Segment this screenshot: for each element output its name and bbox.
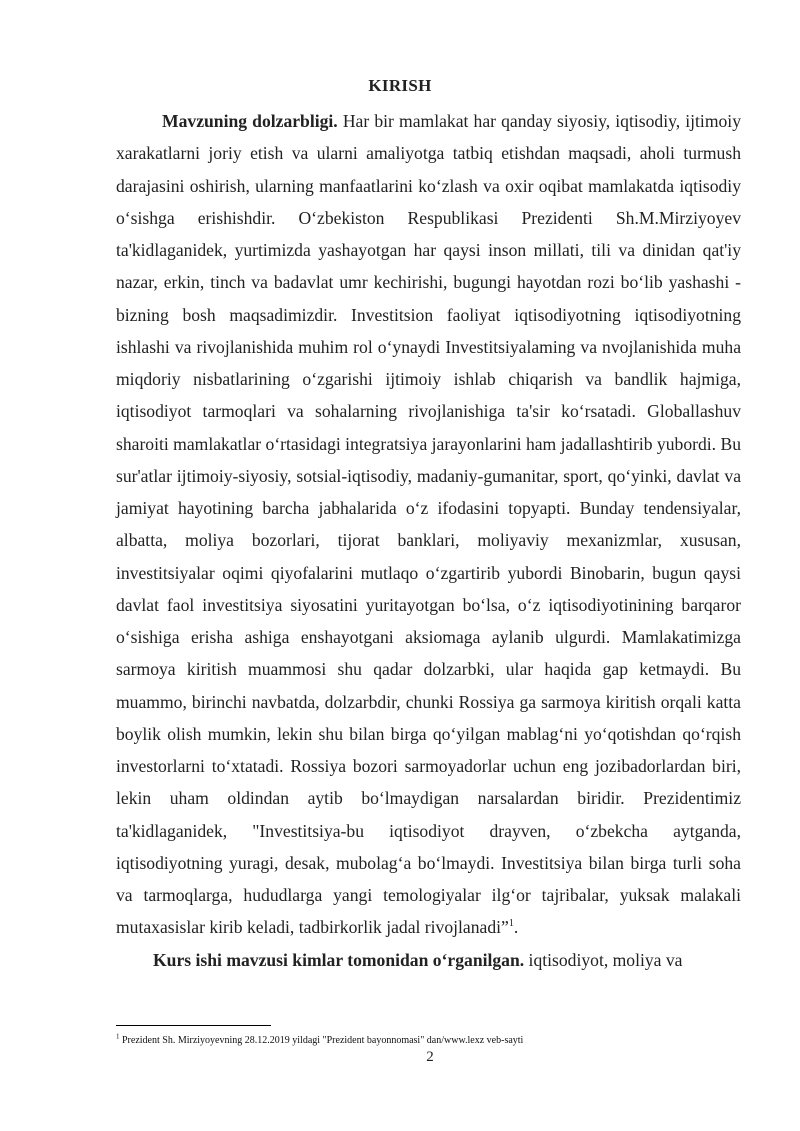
footnote-reference[interactable]: 1 [508, 918, 514, 930]
footnote [116, 1032, 756, 1047]
paragraph-relevance [116, 105, 741, 944]
paragraph-text-study: iqtisodiyot, moliya va [524, 949, 683, 970]
paragraph-study [116, 944, 741, 976]
paragraph-end-punctuation: . [513, 917, 519, 938]
footnote-text: Prezident Sh. Mirziyoyevning 28.12.2019 yildagi "Prezident bayonnomasi" dan/www.lexz veb-sayti [119, 1035, 524, 1046]
paragraph-text-relevance: Har bir mamlakat har qanday siyosiy, iqtisodiy, ijtimoiy xarakatlarni joriy etish va ularni amaliyotga tatbiq etishdan maqsadi, aholi turmush darajasini oshirish, ularning manfaatlarini ko‘zlash va oxir oqibat mamlakatda iqtisodiy o‘sishga erishishdir. O‘zbekiston Respublikasi Prezidenti Sh.M.Mirziyoyev ta'kidlaganidek, yurtimizda yashayotgan har qaysi inson millati, tili va dinidan qat'iy nazar, erkin, tinch va badavlat umr kechirishi, bugungi hayotdan rozi bo‘lib yashashi - bizning bosh maqsadimizdir. Investitsion faoliyat iqtisodiyotning iqtisodiyotning ishlashi va rivojlanishida muhim rol o‘ynaydi Investitsiyalaming va nvojlanishida muha miqdoriy nisbatlarining o‘zgarishi ijtimoiy ishlab chiqarish va bandlik hajmiga, iqtisodiyot tarmoqlari va sohalarning rivojlanishiga ta'sir ko‘rsatadi. Globallashuv sharoiti mamlakatlar o‘rtasidagi integratsiya jarayonlarini ham jadallashtirib yubordi. Bu sur'atlar ijtimoiy-siyosiy, sotsial-iqtisodiy, madaniy-gumanitar, sport, qo‘yinki, davlat va jamiyat hayotining barcha jabhalarida o‘z ifodasini topyapti. Bunday tendensiyalar, albatta, moliya bozorlari, tijorat banklari, moliyaviy mexanizmlar, xususan, investitsiyalar oqimi qiyofalarini mutlaqo o‘zgartirib yubordi Binobarin, bugun qaysi davlat faol investitsiya siyosatini yuritayotgan bo‘lsa, o‘z iqtisodiyotinining barqaror o‘sishiga erisha ashiga enshayotgani aksiomaga aylanib ulgurdi. Mamlakatimizga sarmoya kiritish muammosi shu qadar dolzarbki, ular haqida gap ketmaydi. Bu muammo, birinchi navbatda, dolzarbdir, chunki Rossiya ga sarmoya kiritish orqali katta boylik olish mumkin, lekin shu bilan birga qo‘yilgan mablag‘ni yo‘qotishdan qo‘rqish investorlarni to‘xtatadi. Rossiya bozori sarmoyadorlar uchun eng jozibadorlardan biri, lekin uham oldindan aytib bo‘lmaydigan narsalardan biridir. Prezidentimiz ta'kidlaganidek, "Investitsiya-bu iqtisodiyot drayven, o‘zbekcha aytganda, iqtisodiyotning yuragi, desak, mubolag‘a bo‘lmaydi. Investitsiya bilan birga turli soha va tarmoqlarga, hududlarga yangi temologiyalar ilg‘or tajribalar, yuksak malakali mutaxasislar kirib keladi, tadbirkorlik jadal rivojlanadi” [116, 111, 741, 938]
section-title: KIRISH [368, 76, 432, 95]
footnote-divider [116, 1025, 271, 1026]
page-number: 2 [426, 1049, 434, 1065]
body-text [116, 105, 741, 976]
paragraph-heading-relevance: Mavzuning dolzarbligi. [162, 111, 338, 131]
paragraph-heading-study: Kurs ishi mavzusi kimlar tomonidan o‘rganilgan. [153, 949, 525, 970]
footnote-number: 1 [116, 1032, 120, 1041]
